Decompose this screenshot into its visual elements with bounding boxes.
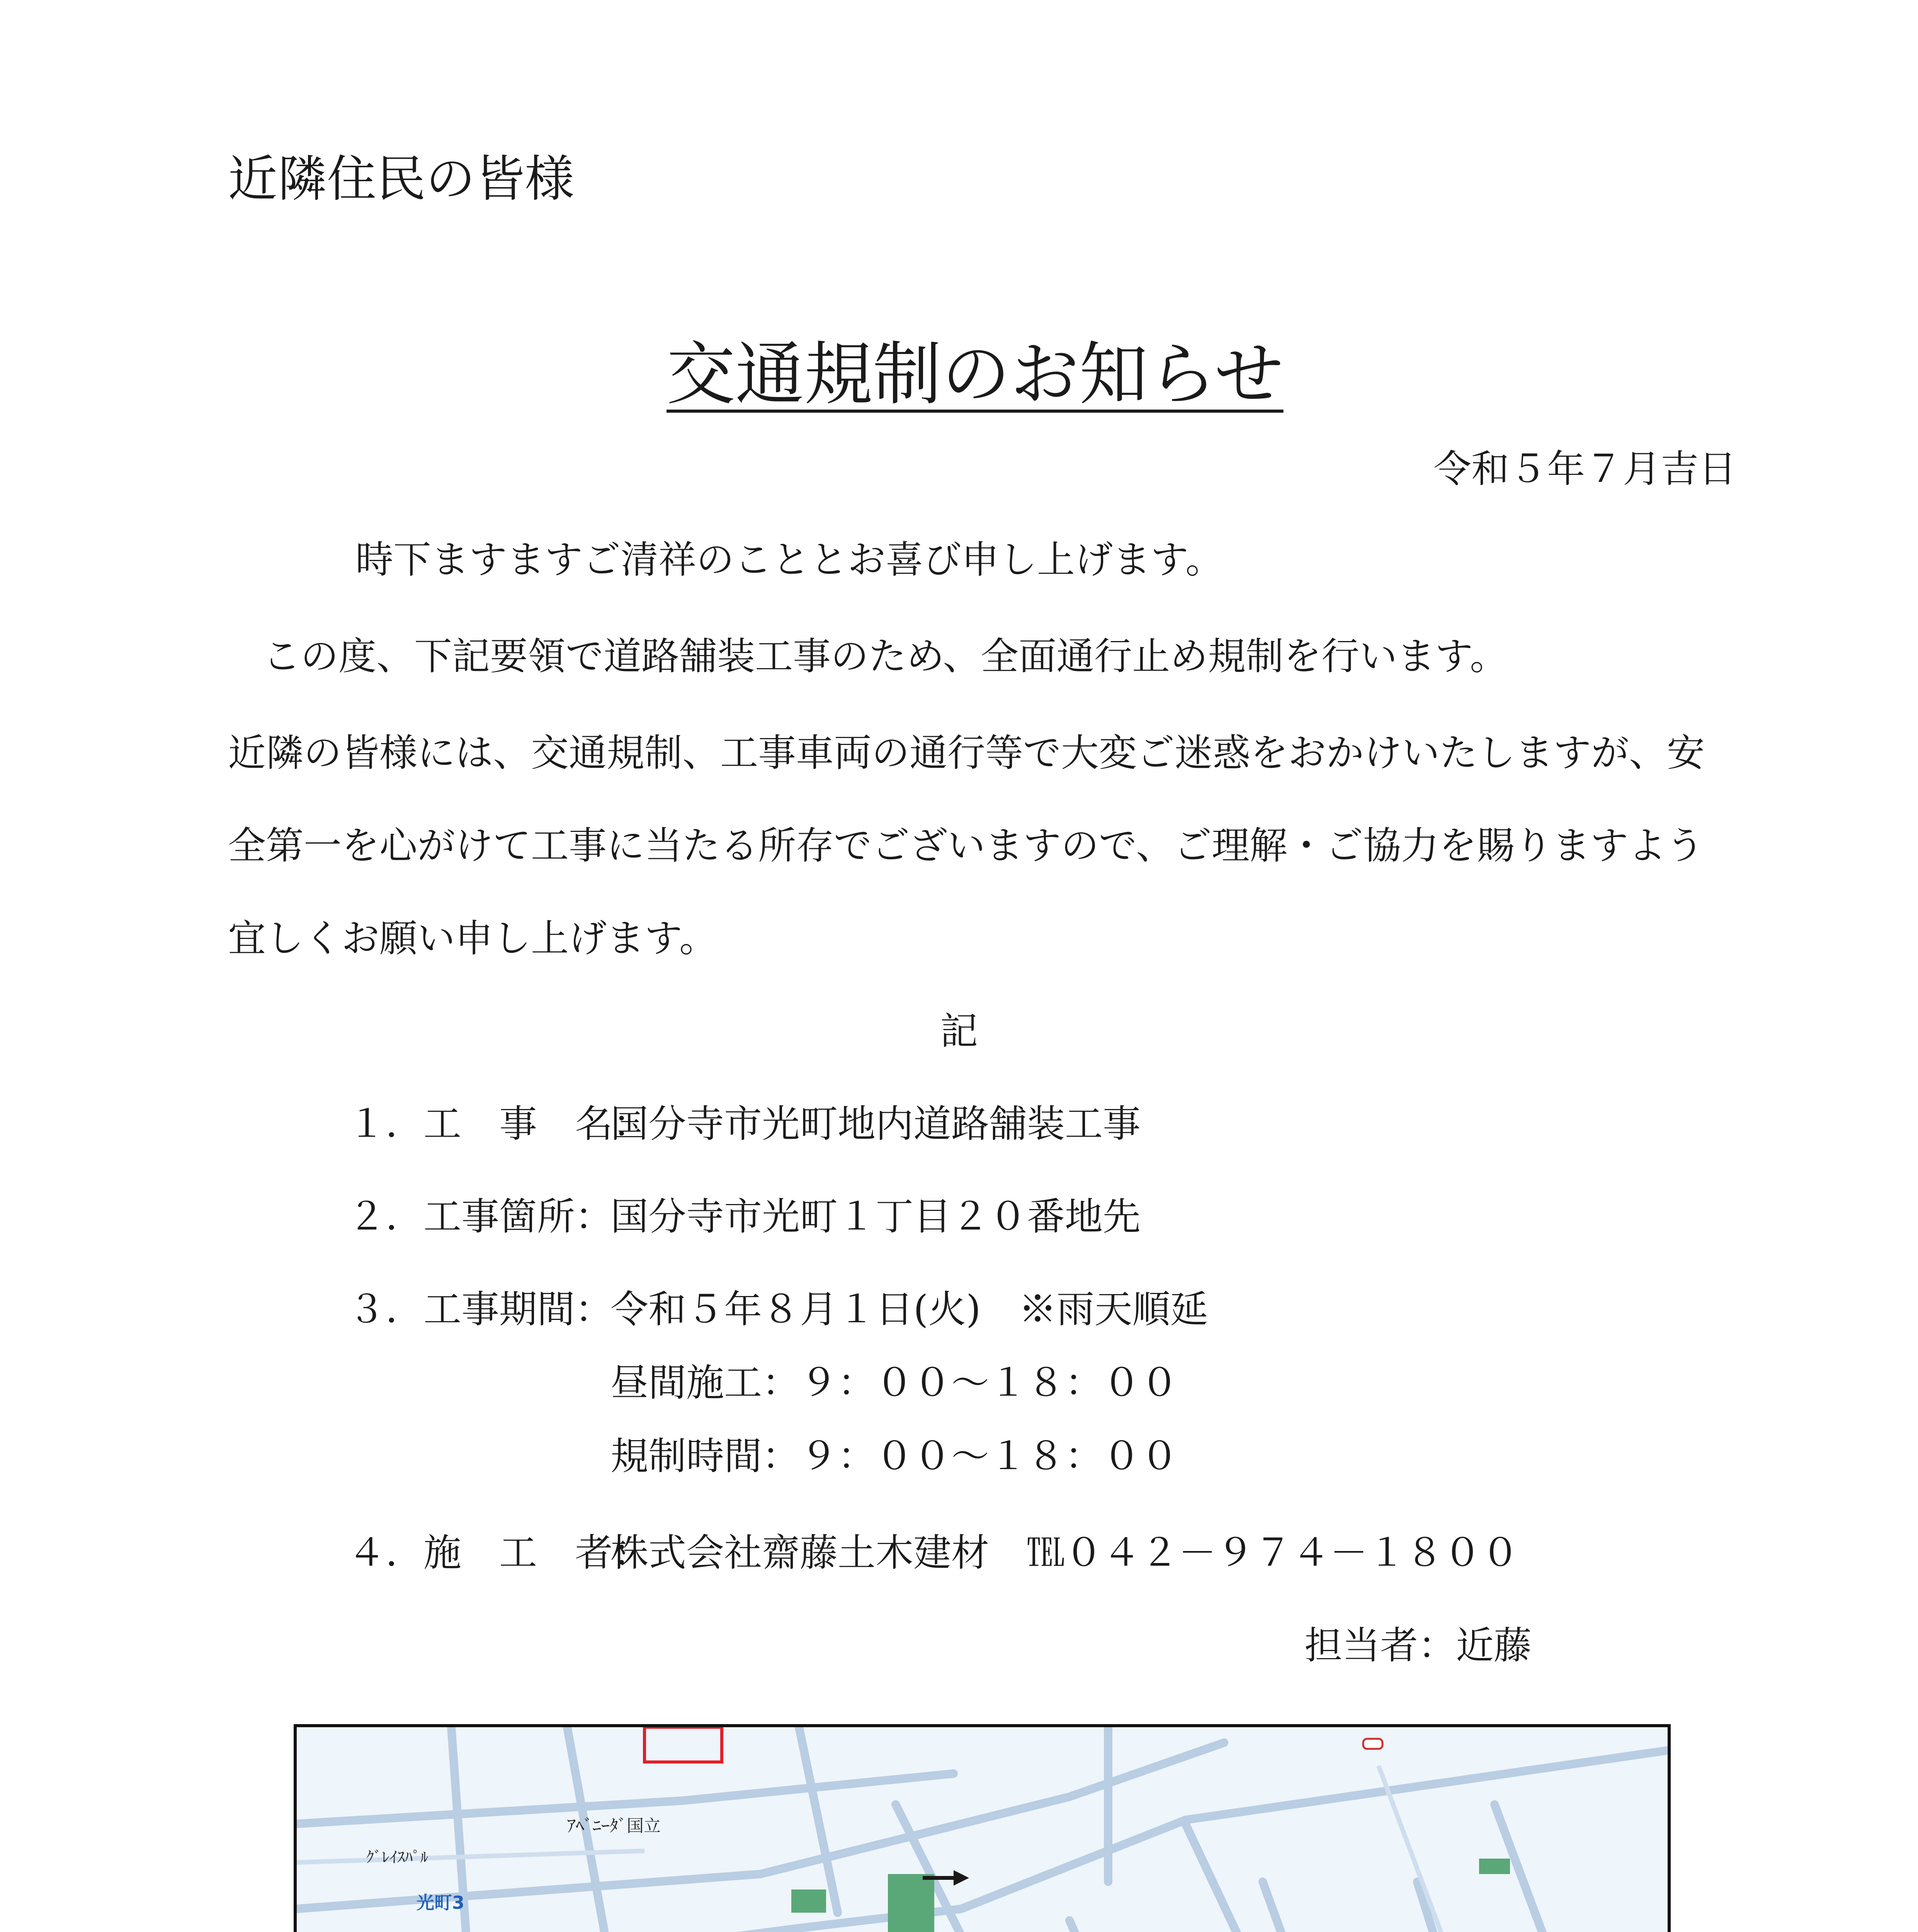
body-line-3: 全第一を心がけて工事に当たる所存でございますので、ご理解・ご協力を賜りますよう — [228, 824, 1704, 868]
map-svg — [297, 1727, 1668, 1932]
map-label-avenida: ｱﾍﾞﾆｰﾀﾞ国立 — [567, 1816, 661, 1836]
notice-title: 交通規制のお知らせ — [667, 334, 1284, 414]
map-label-hikari3: 光町3 — [417, 1892, 465, 1913]
park-green-2 — [791, 1889, 826, 1913]
issue-date: 令和５年７月吉日 — [1433, 447, 1736, 491]
map-label-grace: ｸﾞﾚｲｽﾊﾟﾙ — [366, 1849, 428, 1866]
park-green-4 — [1479, 1859, 1510, 1874]
item-4-label: ４．施 工 者： — [348, 1531, 651, 1575]
road-network — [297, 1727, 1668, 1932]
item-2-label: ２．工事箇所： — [348, 1195, 613, 1239]
item-3-value: 令和５年８月１日(火) ※雨天順延 — [610, 1287, 1208, 1332]
body-line-4: 宜しくお願い申し上げます。 — [228, 917, 718, 961]
body-line-2: 近隣の皆様には、交通規制、工事車両の通行等で大変ご迷惑をおかけいたしますが、安 — [228, 731, 1705, 775]
body-line-1: この度、下記要領で道路舗装工事のため、全面通行止め規制を行います。 — [263, 634, 1508, 679]
contact-person: 担当者：近藤 — [1304, 1624, 1532, 1668]
addressee: 近隣住民の皆様 — [228, 150, 575, 208]
item-4-value: 株式会社齋藤土木建材 ℡０４２－９７４－１８００ — [610, 1531, 1520, 1575]
daytime-hours: 昼間施工：９：００～１８：００ — [610, 1361, 1179, 1405]
greeting: 時下ますますご清祥のこととお喜び申し上げます。 — [355, 538, 1224, 582]
boundary-box — [644, 1727, 722, 1762]
item-3-label: ３．工事期間： — [348, 1287, 613, 1332]
park-green-1 — [888, 1874, 934, 1932]
site-map — [294, 1724, 1671, 1932]
item-1-value: 国分寺市光町地内道路舗装工事 — [610, 1102, 1141, 1146]
item-1-label: １．工 事 名： — [348, 1102, 651, 1146]
ki-heading: 記 — [940, 1009, 978, 1053]
restriction-hours: 規制時間：９：００～１８：００ — [610, 1434, 1179, 1478]
item-2-value: 国分寺市光町１丁目２０番地先 — [610, 1195, 1141, 1239]
